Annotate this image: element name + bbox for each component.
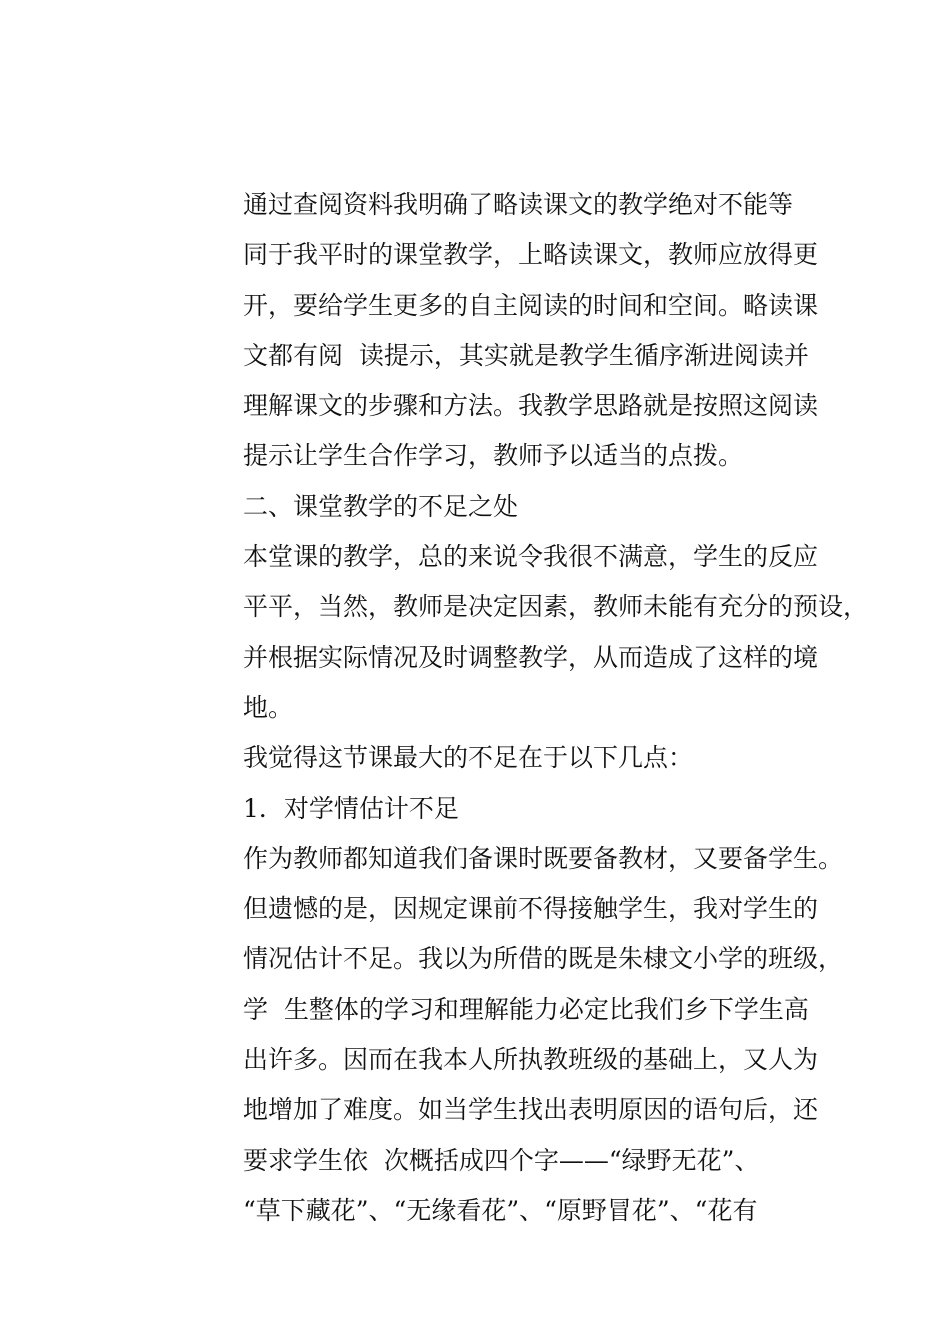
text-line: 理解课文的步骤和方法。我教学思路就是按照这阅读 [243, 391, 819, 421]
text-line: 提示让学生合作学习，教师予以适当的点拨。 [243, 441, 744, 471]
text-line: 本堂课的教学，总的来说令我很不满意，学生的反应 [243, 542, 819, 572]
text-line: 作为教师都知道我们备课时既要备教材，又要备学生。 [243, 843, 844, 873]
text-line: 出许多。因而在我本人所执教班级的基础上，又人为 [243, 1045, 819, 1075]
text-line: 开，要给学生更多的自主阅读的时间和空间。略读课 [243, 290, 819, 320]
text-line: 文都有阅 读提示，其实就是教学生循序渐进阅读并 [243, 340, 809, 370]
text-line: 学 生整体的学习和理解能力必定比我们乡下学生高 [243, 994, 809, 1024]
text-line: 地增加了难度。如当学生找出表明原因的语句后，还 [243, 1095, 819, 1125]
text-line: 我觉得这节课最大的不足在于以下几点： [243, 743, 694, 773]
text-line: 地。 [243, 692, 294, 722]
text-line: 同于我平时的课堂教学，上略读课文，教师应放得更 [243, 240, 819, 270]
section-heading: 二、课堂教学的不足之处 [243, 491, 519, 521]
text-line: 通过查阅资料我明确了略读课文的教学绝对不能等 [243, 190, 794, 219]
text-line: 情况估计不足。我以为所借的既是朱棣文小学的班级， [243, 944, 844, 974]
text-line: 平平，当然，教师是决定因素，教师未能有充分的预设， [243, 592, 869, 622]
text-line: 并根据实际情况及时调整教学，从而造成了这样的境 [243, 642, 819, 672]
body-text [243, 180, 869, 1236]
text-line: “草下藏花”、“无缘看花”、“原野冒花”、“花有 [243, 1195, 758, 1225]
subsection-heading: 1．对学情估计不足 [243, 793, 459, 823]
text-line: 要求学生依 次概括成四个字——“绿野无花”、 [243, 1145, 760, 1175]
text-line: 但遗憾的是，因规定课前不得接触学生，我对学生的 [243, 894, 819, 924]
